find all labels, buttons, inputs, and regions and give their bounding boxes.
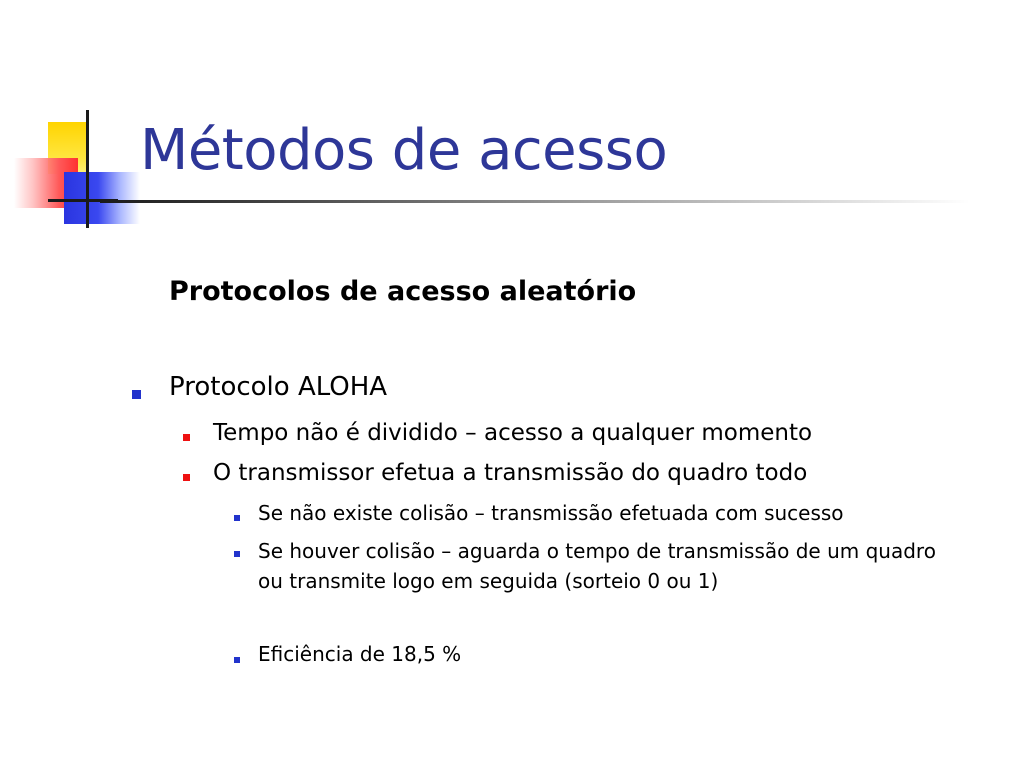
bullet-marker (183, 474, 190, 481)
bullet-marker (234, 515, 240, 521)
bullet-text: Se houver colisão – aguarda o tempo de transmissão de um quadro ou transmite logo em seguida (sorteio 0 ou 1) (258, 539, 936, 593)
title-underline (100, 200, 970, 203)
bullet-marker (234, 551, 240, 557)
slide-subtitle: Protocolos de acesso aleatório (169, 276, 637, 307)
bullet-text: Eficiência de 18,5 % (258, 642, 462, 666)
bullet-marker (183, 434, 190, 441)
logo-vertical-line (86, 110, 89, 228)
decorative-logo (0, 0, 150, 240)
bullet-text: Protocolo ALOHA (169, 372, 388, 402)
bullet-text: O transmissor efetua a transmissão do quadro todo (213, 460, 808, 486)
logo-blue-square (64, 172, 140, 224)
bullet-marker (234, 657, 240, 663)
bullet-marker (132, 390, 141, 399)
slide-title: Métodos de acesso (140, 118, 668, 183)
bullet-text: Se não existe colisão – transmissão efetuada com sucesso (258, 501, 844, 525)
bullet-text: Tempo não é dividido – acesso a qualquer momento (213, 420, 813, 446)
